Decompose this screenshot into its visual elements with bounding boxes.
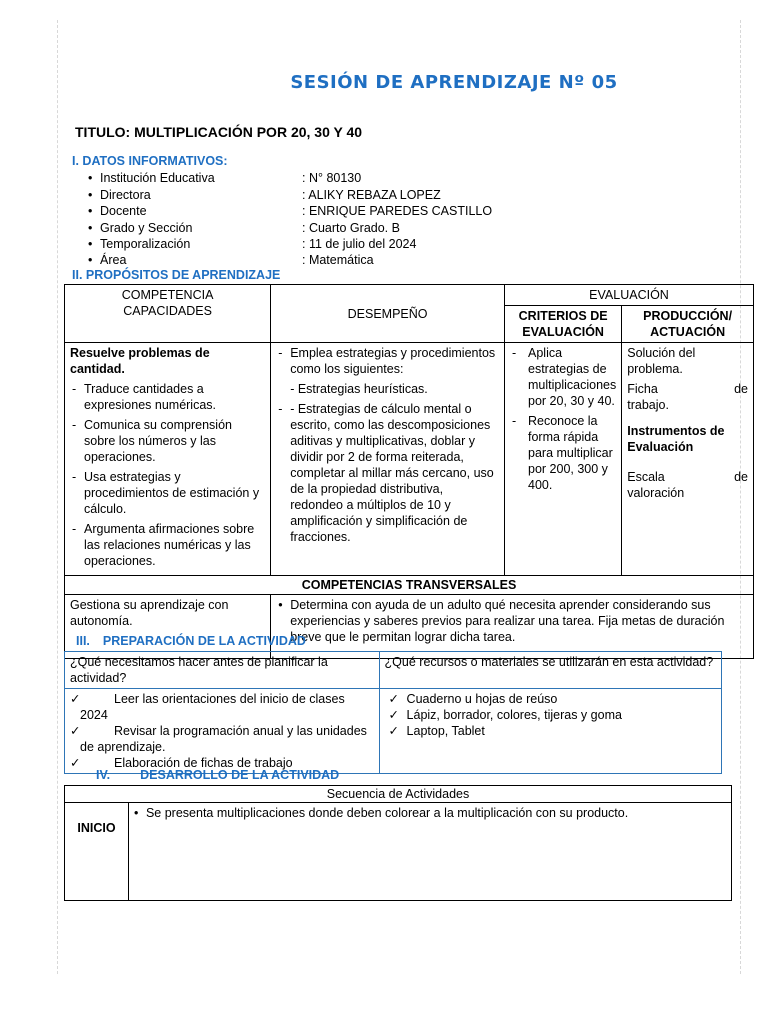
transversal-competencia: Gestiona su aprendizaje con autonomía. <box>65 595 271 659</box>
header-desempeno: DESEMPEÑO <box>271 285 505 343</box>
list-item: ✓ Elaboración de fichas de trabajo <box>70 756 293 770</box>
secuencia-header: Secuencia de Actividades <box>65 786 732 803</box>
header-competencia: COMPETENCIA CAPACIDADES <box>65 285 271 343</box>
margin-guide-left <box>57 20 58 974</box>
inicio-content: • Se presenta multiplicaciones donde deben colorear a la multiplicación con su producto. <box>128 803 731 901</box>
info-row-institucion: • Institución Educativa : N° 80130 <box>88 171 362 185</box>
desarrollo-table <box>64 785 732 901</box>
list-item: - Comunica su comprensión sobre los números y las operaciones. <box>70 417 265 465</box>
transversales-header: COMPETENCIAS TRANSVERSALES <box>65 576 754 595</box>
checkmark-icon: ✓ <box>388 724 400 738</box>
preparacion-materials <box>379 689 721 774</box>
competencia-name: Resuelve problemas de cantidad. <box>70 346 210 376</box>
transversal-desempeno: • Determina con ayuda de un adulto qué necesita aprender considerando sus experiencias y saberes previos para realizar una tarea. Fija metas de duración breve que le permitan lograr dicha tarea. <box>271 595 754 659</box>
preparacion-question-1: ¿Qué necesitamos hacer antes de planificar la actividad? <box>65 652 380 689</box>
bullet-icon: • <box>88 171 93 185</box>
bullet-icon: • <box>88 253 93 267</box>
list-item: - Emplea estrategias y procedimientos como los siguientes: - Estrategias heurísticas. <box>276 345 499 397</box>
lesson-title: TITULO: MULTIPLICACIÓN POR 20, 30 Y 40 <box>75 124 363 140</box>
cell-produccion: Solución del problema. Ficha de trabajo. Instrumentos de Evaluación Escala de valoración <box>622 343 754 576</box>
criterios-list <box>510 345 616 493</box>
section-propositos-heading: II. PROPÓSITOS DE APRENDIZAJE <box>72 268 281 282</box>
document-title: SESIÓN DE APRENDIZAJE Nº 05 <box>290 72 618 93</box>
bullet-icon: • <box>88 204 93 218</box>
info-row-docente: • Docente : ENRIQUE PAREDES CASTILLO <box>88 204 493 218</box>
preparacion-question-2: ¿Qué recursos o materiales se utilizarán en esta actividad? <box>379 652 721 689</box>
list-item: - Traduce cantidades a expresiones numéricas. <box>70 381 265 413</box>
list-item: - - Estrategias de cálculo mental o escrito, como las descomposiciones aditivas y multiplicativas, doblar y dividir por 2 de forma reiterada, completar al millar más cercano, uso de la propiedad distributiva, redondeo a múltiplos de 10 y amplificación y simplificación de fracciones. <box>276 401 499 545</box>
list-item: ✓ Revisar la programación anual y las unidades de aprendizaje. <box>70 724 367 754</box>
section-preparacion-heading: III. PREPARACIÓN DE LA ACTIVIDAD <box>76 634 306 648</box>
list-item: - Aplica estrategias de multiplicaciones por 20, 30 y 40. <box>510 345 616 409</box>
bullet-icon: • <box>278 598 283 612</box>
header-evaluacion: EVALUACIÓN <box>505 285 754 306</box>
bullet-icon: • <box>88 237 93 251</box>
list-item: ✓ Leer las orientaciones del inicio de clases 2024 <box>70 692 345 722</box>
cell-desempeno <box>271 343 505 576</box>
list-item: ✓ Cuaderno u hojas de reúso <box>385 691 716 707</box>
capacidades-list <box>70 381 265 569</box>
list-item: - Reconoce la forma rápida para multiplicar por 200, 300 y 400. <box>510 413 616 493</box>
preparacion-table <box>64 651 722 774</box>
bullet-icon: • <box>133 806 139 820</box>
preparacion-tasks <box>65 689 380 774</box>
info-row-temporalizacion: • Temporalización : 11 de julio del 2024 <box>88 237 417 251</box>
bullet-icon: • <box>88 188 93 202</box>
list-item: - Usa estrategias y procedimientos de estimación y cálculo. <box>70 469 265 517</box>
checkmark-icon: ✓ <box>388 692 400 706</box>
cell-competencia-capacidades <box>65 343 271 576</box>
checkmark-icon: ✓ <box>70 724 81 738</box>
header-produccion: PRODUCCIÓN/ ACTUACIÓN <box>622 306 754 343</box>
checkmark-icon: ✓ <box>70 756 81 770</box>
desempeno-list <box>276 345 499 545</box>
header-criterios: CRITERIOS DE EVALUACIÓN <box>505 306 622 343</box>
bullet-icon: • <box>88 221 93 235</box>
checkmark-icon: ✓ <box>388 708 400 722</box>
section-datos-heading: I. DATOS INFORMATIVOS: <box>72 154 228 168</box>
cell-criterios <box>505 343 622 576</box>
list-item: - Argumenta afirmaciones sobre las relaciones numéricas y las operaciones. <box>70 521 265 569</box>
checkmark-icon: ✓ <box>70 692 81 706</box>
inicio-label: INICIO <box>65 803 129 901</box>
list-item: ✓ Laptop, Tablet <box>385 723 716 739</box>
info-row-grado: • Grado y Sección : Cuarto Grado. B <box>88 221 400 235</box>
section-desarrollo-heading: IV. DESARROLLO DE LA ACTIVIDAD <box>96 768 340 782</box>
info-row-area: • Área : Matemática <box>88 253 374 267</box>
list-item: ✓ Lápiz, borrador, colores, tijeras y goma <box>385 707 716 723</box>
info-row-directora: • Directora : ALIKY REBAZA LOPEZ <box>88 188 441 202</box>
propositos-table <box>64 284 754 659</box>
instrumentos-label: Instrumentos de Evaluación <box>627 424 725 454</box>
